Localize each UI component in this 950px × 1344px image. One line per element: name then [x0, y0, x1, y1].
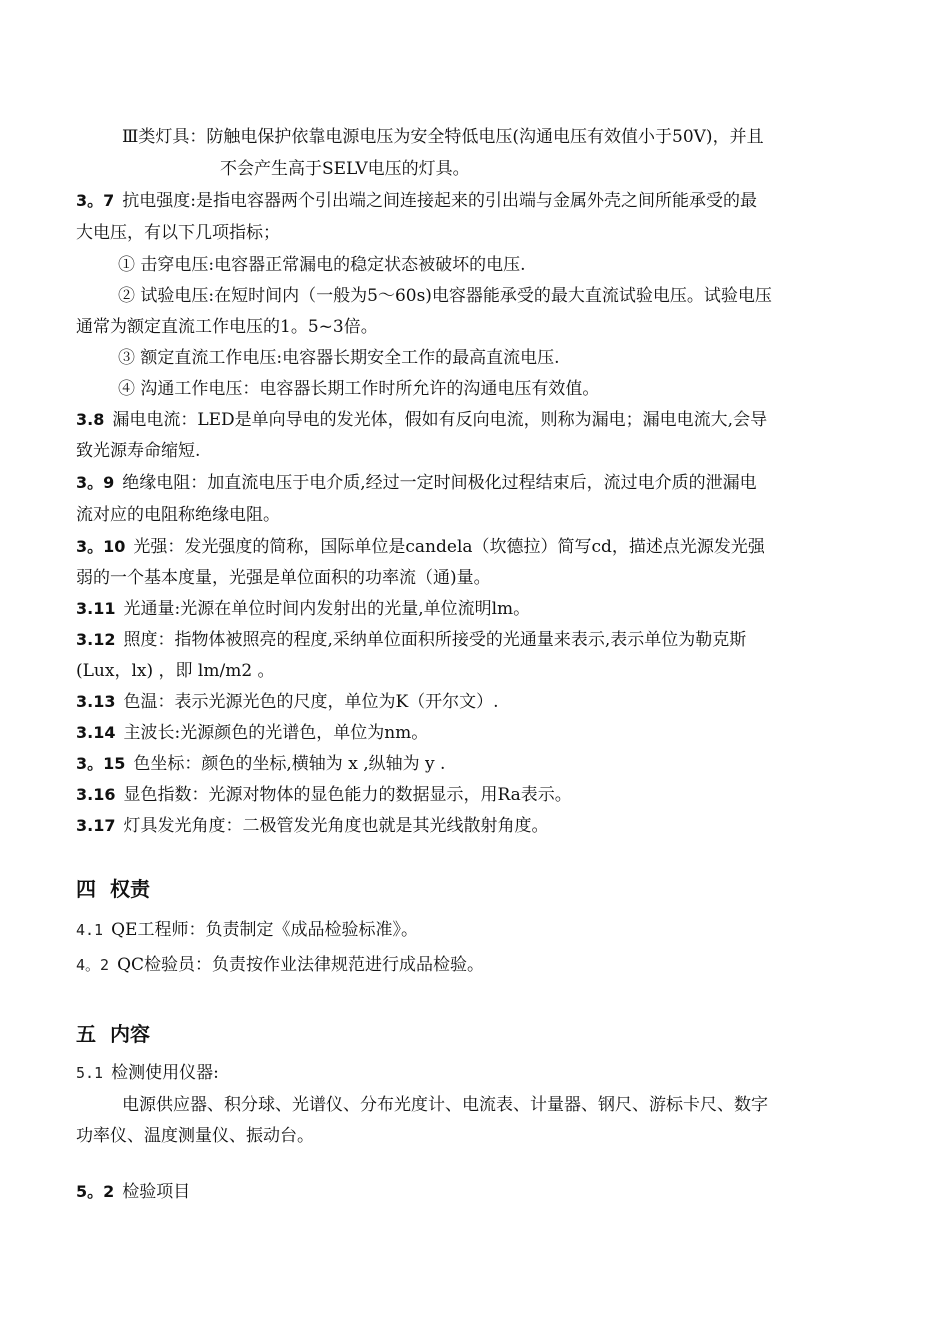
text: 电源供应器、积分球、光谱仪、分布光度计、电流表、计量器、钢尺、游标卡尺、数字 [122, 1095, 768, 1115]
text: 显色指数：光源对物体的显色能力的数据显示，用Ra表示。 [123, 785, 572, 805]
text: 弱的一个基本度量，光强是单位面积的功率流（通)量。 [76, 568, 491, 588]
text: ③ 额定直流工作电压:电容器长期安全工作的最高直流电压. [118, 348, 560, 368]
section-3-7-item-1 [118, 253, 526, 277]
text: 检测使用仪器: [111, 1063, 219, 1083]
text: 灯具发光角度：二极管发光角度也就是其光线散射角度。 [123, 816, 549, 836]
text: 色坐标：颜色的坐标,横轴为 x ,纵轴为 y . [133, 754, 446, 774]
text: 光强：发光强度的简称，国际单位是candela（坎德拉）简写cd，描述点光源发光强 [133, 537, 765, 557]
section-4-1 [76, 918, 418, 942]
text: 功率仪、温度测量仪、振动台。 [76, 1126, 314, 1146]
section-3-14 [76, 721, 428, 745]
text: 主波长:光源颜色的光谱色，单位为nm。 [123, 723, 429, 743]
text: 色温：表示光源光色的尺度，单位为K（开尔文）. [123, 692, 499, 712]
text: 大电压，有以下几项指标； [76, 223, 280, 243]
section-3-11 [76, 597, 530, 621]
text: 检验项目 [122, 1182, 191, 1202]
section-3-13 [76, 690, 499, 714]
section-3-15 [76, 752, 445, 776]
section-5-1 [76, 1061, 219, 1085]
class-iii-luminaire-line [122, 125, 764, 149]
section-3-7 [76, 189, 757, 213]
section-3-17 [76, 814, 548, 838]
text: 通常为额定直流工作电压的1。5~3倍。 [76, 317, 378, 337]
text: Ⅲ类灯具：防触电保护依靠电源电压为安全特低电压(沟通电压有效值小于50V)，并且 [122, 127, 764, 147]
text: 不会产生高于SELV电压的灯具。 [220, 159, 470, 179]
item-number: 3。9 [76, 473, 115, 492]
heading-number: 五 [76, 1022, 96, 1046]
item-number: 3.12 [76, 630, 116, 649]
item-number: 4。2 [76, 956, 110, 974]
heading-title: 内容 [110, 1022, 150, 1046]
item-number: 3.16 [76, 785, 116, 804]
item-number: 3.11 [76, 599, 116, 618]
section-3-8 [76, 408, 767, 432]
text: QC检验员：负责按作业法律规范进行成品检验。 [117, 955, 485, 975]
section-3-7-item-3 [118, 346, 560, 370]
section-3-9 [76, 471, 757, 495]
text: 流对应的电阻称绝缘电阻。 [76, 505, 280, 525]
section-3-12 [76, 628, 746, 652]
section-5-2 [76, 1180, 190, 1204]
heading-title: 权责 [110, 877, 150, 901]
section-3-12-cont [76, 659, 275, 683]
item-number: 3.14 [76, 723, 116, 742]
section-3-10 [76, 535, 765, 559]
heading-number: 四 [76, 877, 96, 901]
text: 抗电强度:是指电容器两个引出端之间连接起来的引出端与金属外壳之间所能承受的最 [122, 191, 758, 211]
section-3-7-item-2 [118, 284, 772, 308]
section-3-10-cont [76, 566, 491, 590]
item-number: 3。7 [76, 191, 115, 210]
section-4-heading [76, 875, 150, 903]
text: 漏电电流：LED是单向导电的发光体，假如有反向电流，则称为漏电；漏电电流大,会导 [112, 410, 768, 430]
text: QE工程师：负责制定《成品检验标准》。 [111, 920, 418, 940]
section-3-8-cont [76, 439, 200, 463]
text: 绝缘电阻：加直流电压于电介质,经过一定时间极化过程结束后，流过电介质的泄漏电 [122, 473, 757, 493]
section-5-1-body [122, 1093, 768, 1117]
item-number: 3.13 [76, 692, 116, 711]
text: 光通量:光源在单位时间内发射出的光量,单位流明lm。 [123, 599, 531, 619]
item-number: 3。15 [76, 754, 126, 773]
item-number: 3。10 [76, 537, 126, 556]
text: ④ 沟通工作电压：电容器长期工作时所允许的沟通电压有效值。 [118, 379, 600, 399]
item-number: 5.1 [76, 1064, 104, 1082]
text: ① 击穿电压:电容器正常漏电的稳定状态被破坏的电压. [118, 255, 526, 275]
text: 照度：指物体被照亮的程度,采纳单位面积所接受的光通量来表示,表示单位为勒克斯 [123, 630, 747, 650]
item-number: 4.1 [76, 921, 104, 939]
section-3-7-item-2-cont [76, 315, 378, 339]
section-5-heading [76, 1020, 150, 1048]
text: (Lux，lx) ，即 lm/m2 。 [76, 661, 275, 681]
section-5-1-body-cont [76, 1124, 314, 1148]
item-number: 3.17 [76, 816, 116, 835]
item-number: 5。2 [76, 1182, 115, 1201]
text: ② 试验电压:在短时间内（一般为5～60s)电容器能承受的最大直流试验电压。试验电压 [118, 286, 772, 306]
item-number: 3.8 [76, 410, 105, 429]
text: 致光源寿命缩短. [76, 441, 201, 461]
section-3-9-cont [76, 503, 280, 527]
section-3-7-cont [76, 221, 280, 245]
class-iii-luminaire-line-2 [220, 157, 470, 181]
section-3-16 [76, 783, 572, 807]
section-3-7-item-4 [118, 377, 599, 401]
section-4-2 [76, 953, 484, 977]
